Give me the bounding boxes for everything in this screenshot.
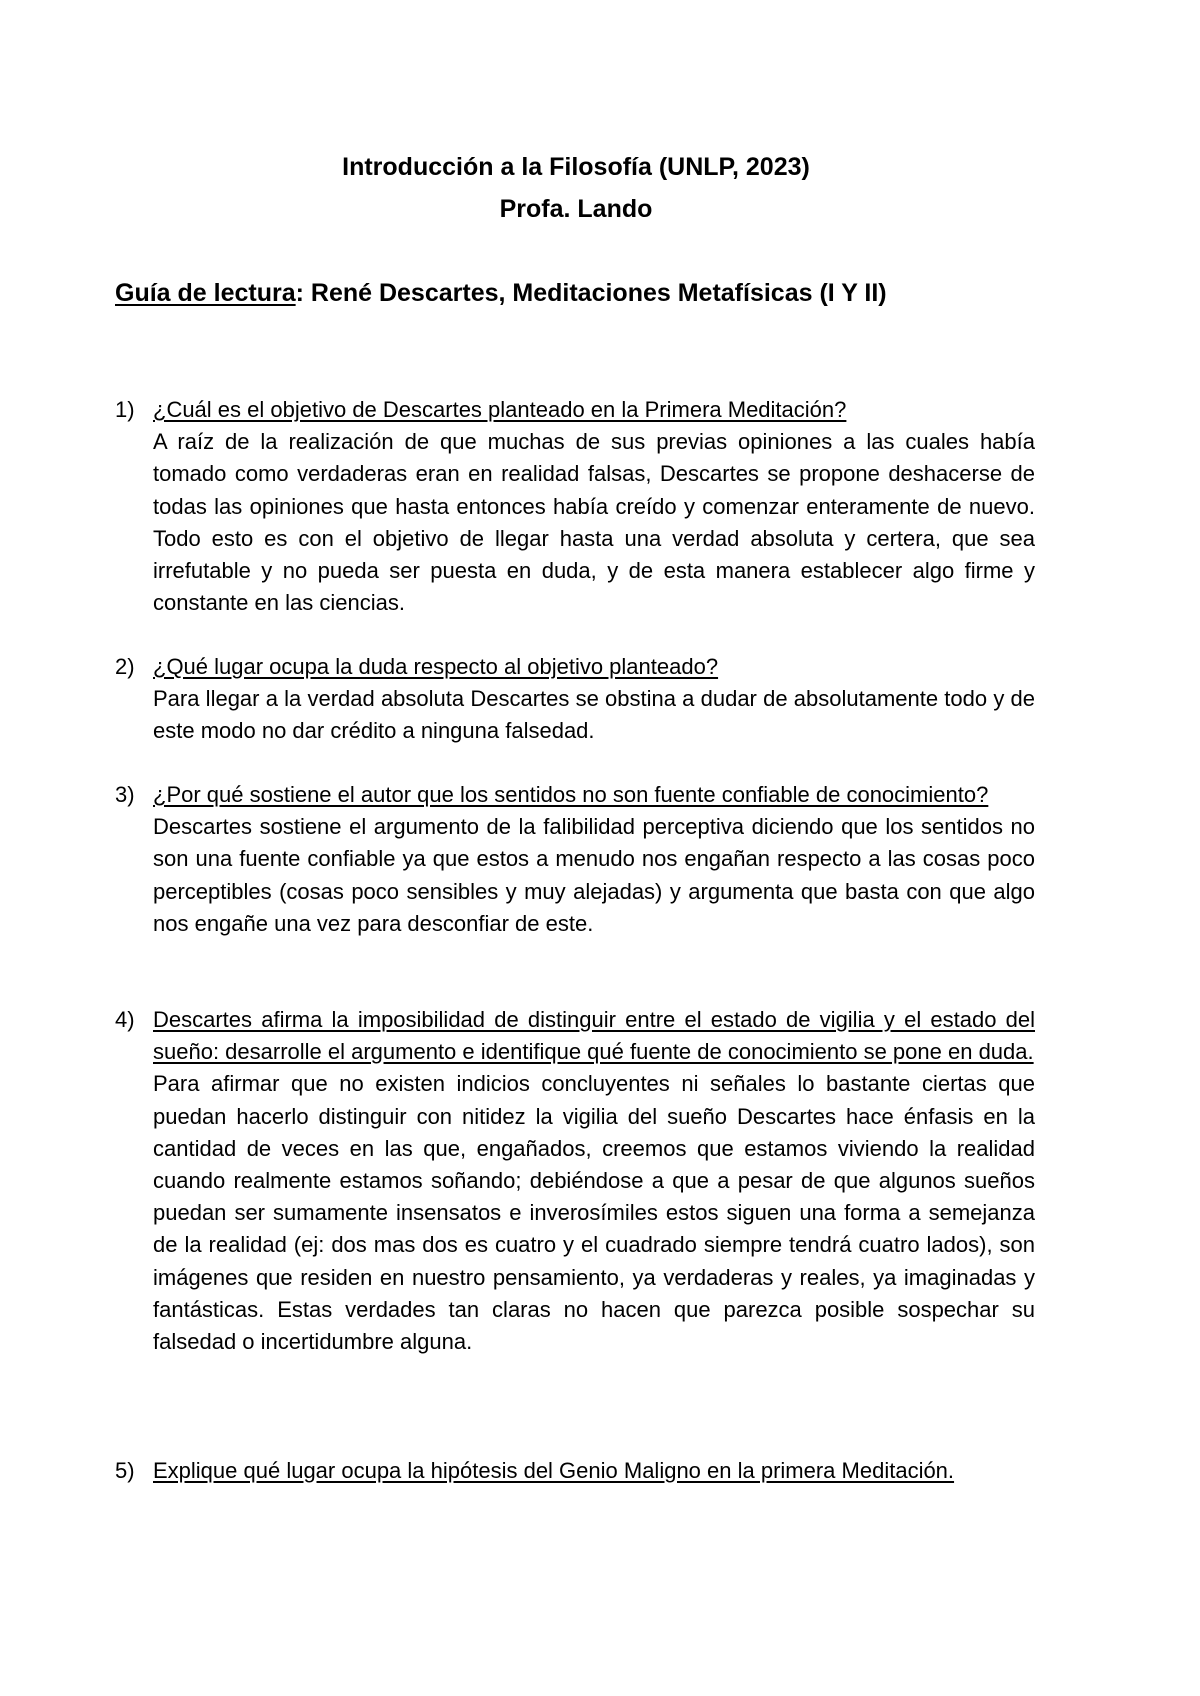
answer-text: Para llegar a la verdad absoluta Descartes se obstina a dudar de absolutamente todo y de este modo no dar crédito a ninguna falsedad. [153,686,1035,744]
question-number: 2) [115,654,135,679]
question-number: 3) [115,782,135,807]
course-title: Introducción a la Filosofía (UNLP, 2023) [342,153,810,181]
professor-name: Profa. Lando [499,195,653,223]
answer-text: Descartes sostiene el argumento de la falibilidad perceptiva diciendo que los sentidos no son una fuente confiable ya que estos a menudo nos engañan respecto a las cosas poco perceptibles (cosas poco sensibles y muy alejadas) y argumenta que basta con que algo nos engañe una vez para desconfiar de este. [153,814,1035,936]
guide-subject: René Descartes, Meditaciones Metafísicas (I Y II) [303,279,887,307]
answer-text: Para afirmar que no existen indicios concluyentes ni señales lo bastante ciertas que puedan hacerlo distinguir con nitidez la vigilia del sueño Descartes hace énfasis en la cantidad de veces en las que, engañados, creemos que estamos viviendo la realidad cuando realmente estamos soñando; debiéndose a que a pesar de que algunos sueños puedan ser sumamente insensatos e inverosímiles estos siguen una forma a semejanza de la realidad (ej: dos mas dos es cuatro y el cuadrado siempre tendrá cuatro lados), son imágenes que residen en nuestro pensamiento, ya verdaderas y reales, ya imaginadas y fantásticas. Estas verdades tan claras no hacen que parezca posible sospechar su falsedad o incertidumbre alguna. [153,1071,1035,1355]
answer-text: A raíz de la realización de que muchas de sus previas opiniones a las cuales había tomado como verdaderas eran en realidad falsas, Descartes se propone deshacerse de todas las opiniones que hasta entonces había creído y comenzar enteramente de nuevo. Todo esto es con el objetivo de llegar hasta una verdad absoluta y certera, que sea irrefutable y no pueda ser puesta en duda, y de esta manera establecer algo firme y constante en las ciencias. [153,429,1035,616]
question-item-2 [115,651,1035,748]
guide-label: Guía de lectura [115,279,296,307]
document-header [0,146,1152,230]
question-item-5 [115,1455,1035,1487]
question-text: Explique qué lugar ocupa la hipótesis del Genio Maligno en la primera Meditación. [153,1458,955,1483]
question-text: Descartes afirma la imposibilidad de distinguir entre el estado de vigilia y el estado del sueño: desarrolle el argumento e identifique qué fuente de conocimiento se pone en duda. [153,1007,1035,1065]
question-number: 5) [115,1458,135,1483]
question-item-4 [115,1004,1035,1358]
guide-heading [115,275,887,311]
question-item-1 [115,394,1035,619]
question-number: 4) [115,1007,135,1032]
guide-separator: : [295,279,304,307]
question-text: ¿Cuál es el objetivo de Descartes planteado en la Primera Meditación? [153,397,847,422]
question-number: 1) [115,397,135,422]
question-text: ¿Por qué sostiene el autor que los sentidos no son fuente confiable de conocimiento? [153,782,989,807]
question-text: ¿Qué lugar ocupa la duda respecto al objetivo planteado? [153,654,719,679]
question-item-3 [115,779,1035,940]
